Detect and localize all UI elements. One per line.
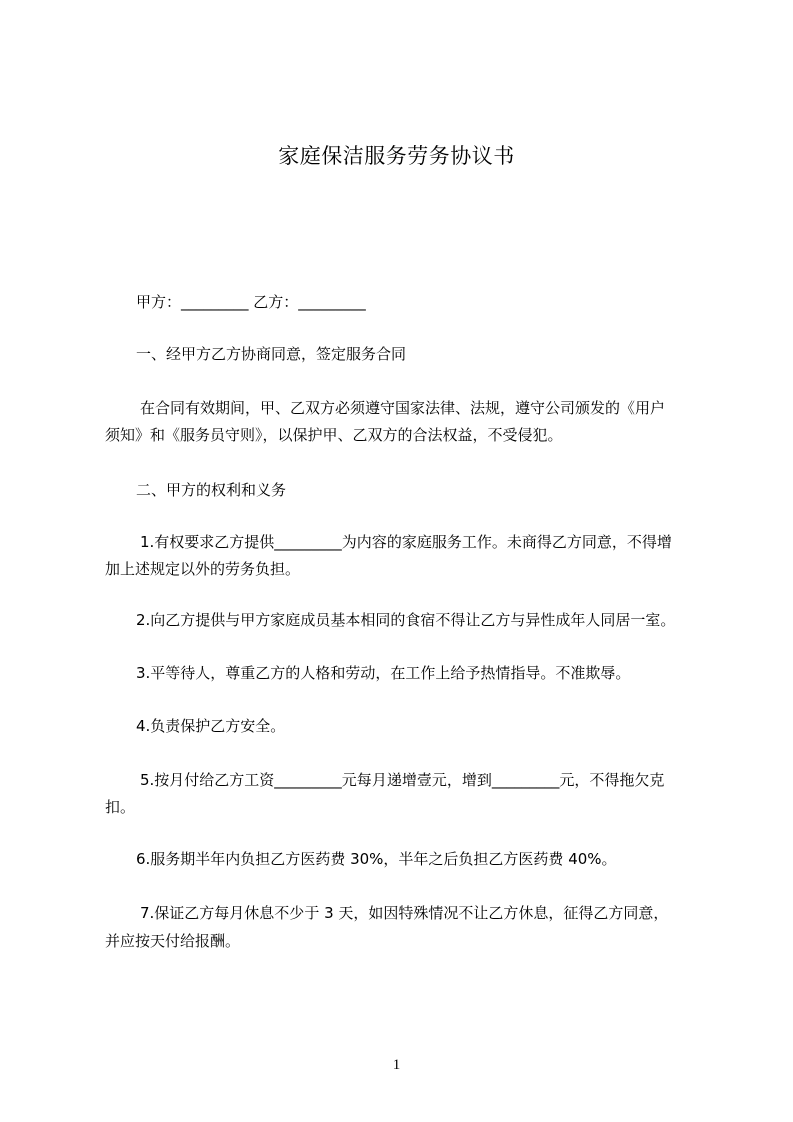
item4: 4.负责保护乙方安全。 bbox=[136, 717, 286, 735]
section1-paragraph-line1: 在合同有效期间，甲、乙双方必须遵守国家法律、法规，遵守公司颁发的《用户 bbox=[140, 399, 666, 417]
item5-line2: 扣。 bbox=[105, 798, 136, 816]
section1-paragraph-line2: 须知》和《服务员守则》，以保护甲、乙双方的合法权益，不受侵犯。 bbox=[105, 426, 563, 444]
page-number: 1 bbox=[392, 1057, 401, 1073]
item7-line1: 7.保证乙方每月休息不少于 3 天，如因特殊情况不让乙方休息，征得乙方同意， bbox=[140, 904, 669, 922]
item1-line2: 加上述规定以外的劳务负担。 bbox=[105, 560, 301, 578]
document-title: 家庭保洁服务劳务协议书 bbox=[278, 144, 515, 168]
item5-line1: 5.按月付给乙方工资_________元每月递增壹元，增到_________元，不得拖欠克 bbox=[140, 771, 665, 789]
item3: 3.平等待人，尊重乙方的人格和劳动，在工作上给予热情指导。不准欺辱。 bbox=[136, 664, 631, 682]
item6: 6.服务期半年内负担乙方医药费 30%，半年之后负担乙方医药费 40%。 bbox=[136, 850, 617, 868]
section2-heading: 二、甲方的权利和义务 bbox=[136, 481, 287, 499]
section1-heading: 一、经甲方乙方协商同意，签定服务合同 bbox=[136, 345, 407, 363]
parties-line: 甲方：_________ 乙方：_________ bbox=[136, 293, 366, 311]
item1-line1: 1.有权要求乙方提供_________为内容的家庭服务工作。未商得乙方同意，不得增 bbox=[140, 533, 672, 551]
item2: 2.向乙方提供与甲方家庭成员基本相同的食宿不得让乙方与异性成年人同居一室。 bbox=[136, 611, 676, 629]
item7-line2: 并应按天付给报酬。 bbox=[105, 932, 241, 950]
